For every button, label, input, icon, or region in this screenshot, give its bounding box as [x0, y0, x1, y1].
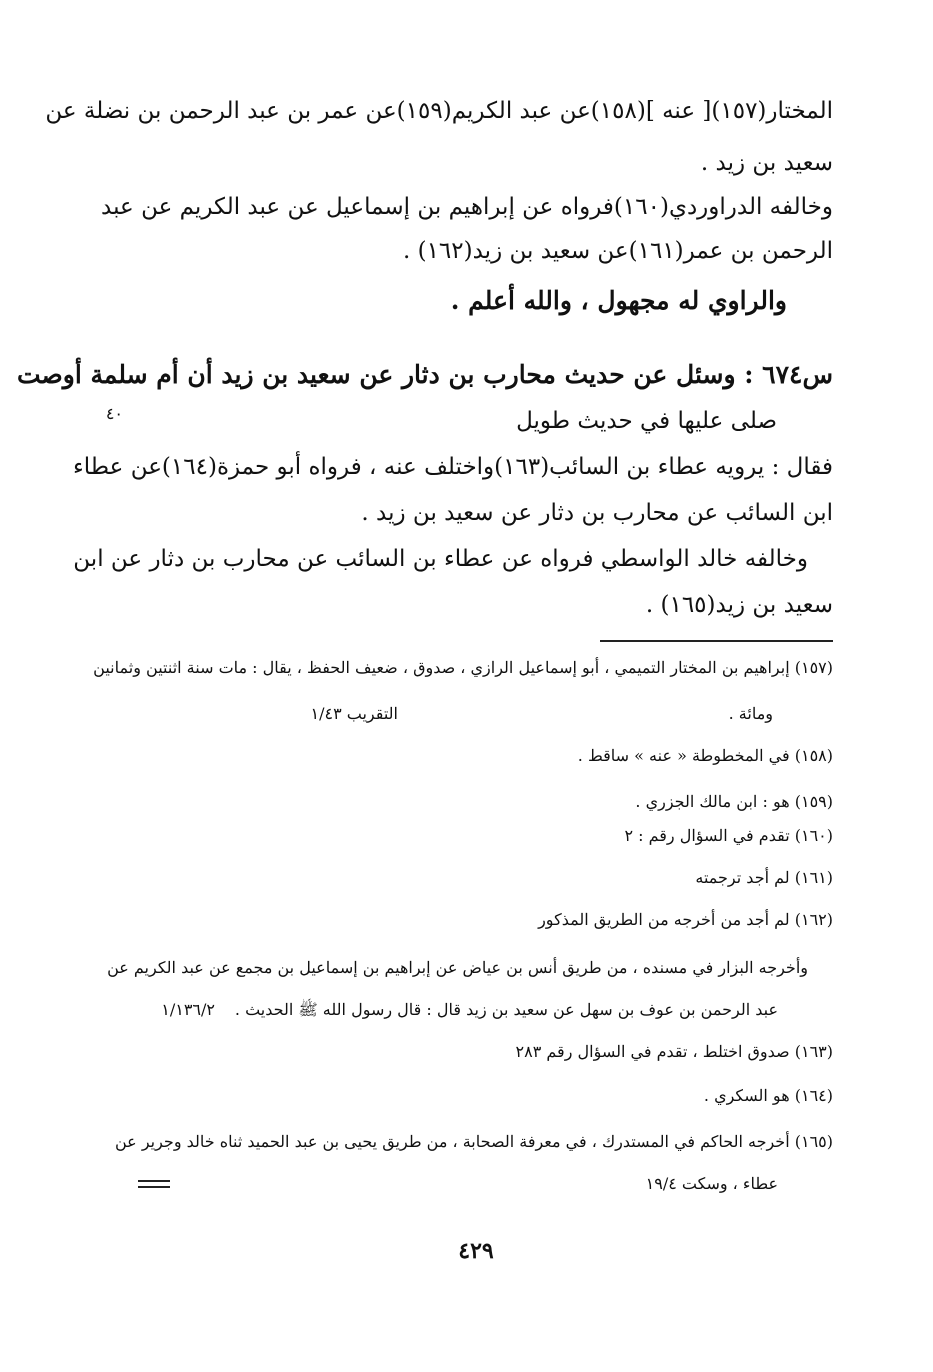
- footnote-line: وأخرجه البزار في مسنده ، من طريق أنس بن عياض عن إبراهيم بن إسماعيل بن مجمع عن عبد الكريم عن: [107, 958, 808, 977]
- margin-mark: ٤٠: [105, 404, 123, 423]
- end-rule: [138, 1180, 170, 1182]
- footnote-line: (١٦٤) هو السكري .: [703, 1086, 833, 1105]
- footnote-line: (١٥٧) إبراهيم بن المختار التميمي ، أبو إسماعيل الرازي ، صدوق ، ضعيف الحفظ ، يقال : مات سنة اثنتين وثمانين: [93, 658, 833, 677]
- main-text-line: سعيد بن زيد .: [700, 150, 833, 176]
- main-text-line: صلى عليها في حديث طويل: [516, 408, 777, 434]
- main-text-line: ابن السائب عن محارب بن دثار عن سعيد بن زيد .: [361, 500, 833, 526]
- main-text-line: المختار(١٥٧)[ عنه ](١٥٨)عن عبد الكريم(١٥٩)عن عمر بن عبد الرحمن بن نضلة عن: [45, 98, 833, 124]
- main-text-line: والراوي له مجهول ، والله أعلم .: [450, 286, 787, 315]
- footnote-line: (١٦٥) أخرجه الحاكم في المستدرك ، في معرفة الصحابة ، من طريق يحيى بن عبد الحميد ثناه خالد وجرير عن: [115, 1132, 833, 1151]
- main-text-line: الرحمن بن عمر(١٦١)عن سعيد بن زيد(١٦٢) .: [402, 238, 833, 264]
- footnote-line: (١٦٠) تقدم في السؤال رقم : ٢: [624, 826, 833, 845]
- main-text-line: وخالفه خالد الواسطي فرواه عن عطاء بن السائب عن محارب بن دثار عن ابن: [73, 546, 808, 572]
- page-number: ٤٢٩: [458, 1238, 494, 1264]
- footnote-line: (١٦٢) لم أجد من أخرجه من الطريق المذكور: [538, 910, 833, 929]
- question-heading: س٦٧٤ : وسئل عن حديث محارب بن دثار عن سعيد بن زيد أن أم سلمة أوصت: [16, 360, 833, 389]
- main-text-line: فقال : يرويه عطاء بن السائب(١٦٣)واختلف عنه ، فرواه أبو حمزة(١٦٤)عن عطاء: [72, 454, 833, 480]
- footnote-line: (١٥٨) في المخطوطة « عنه » ساقط .: [577, 746, 833, 765]
- footnote-line: عطاء ، وسكت ١٩/٤: [645, 1174, 778, 1193]
- footnote-reference: التقريب ١/٤٣: [310, 704, 398, 723]
- footnote-line: ومائة .: [728, 704, 773, 723]
- footnote-line: (١٦١) لم أجد ترجمته: [695, 868, 833, 887]
- footnote-line: عبد الرحمن بن عوف بن سهل عن سعيد بن زيد قال : قال رسول الله ﷺ الحديث .: [234, 1000, 778, 1019]
- end-rule: [138, 1186, 170, 1188]
- footnote-line: (١٦٣) صدوق اختلط ، تقدم في السؤال رقم ٢٨٣: [515, 1042, 833, 1061]
- footnote-separator: [600, 640, 833, 642]
- main-text-line: وخالفه الدراوردي(١٦٠)فرواه عن إبراهيم بن إسماعيل عن عبد الكريم عن عبد: [101, 194, 833, 220]
- footnote-reference: ١/١٣٦/٢: [161, 1000, 215, 1019]
- footnote-line: (١٥٩) هو : ابن مالك الجزري .: [635, 792, 833, 811]
- main-text-line: سعيد بن زيد(١٦٥) .: [645, 592, 833, 618]
